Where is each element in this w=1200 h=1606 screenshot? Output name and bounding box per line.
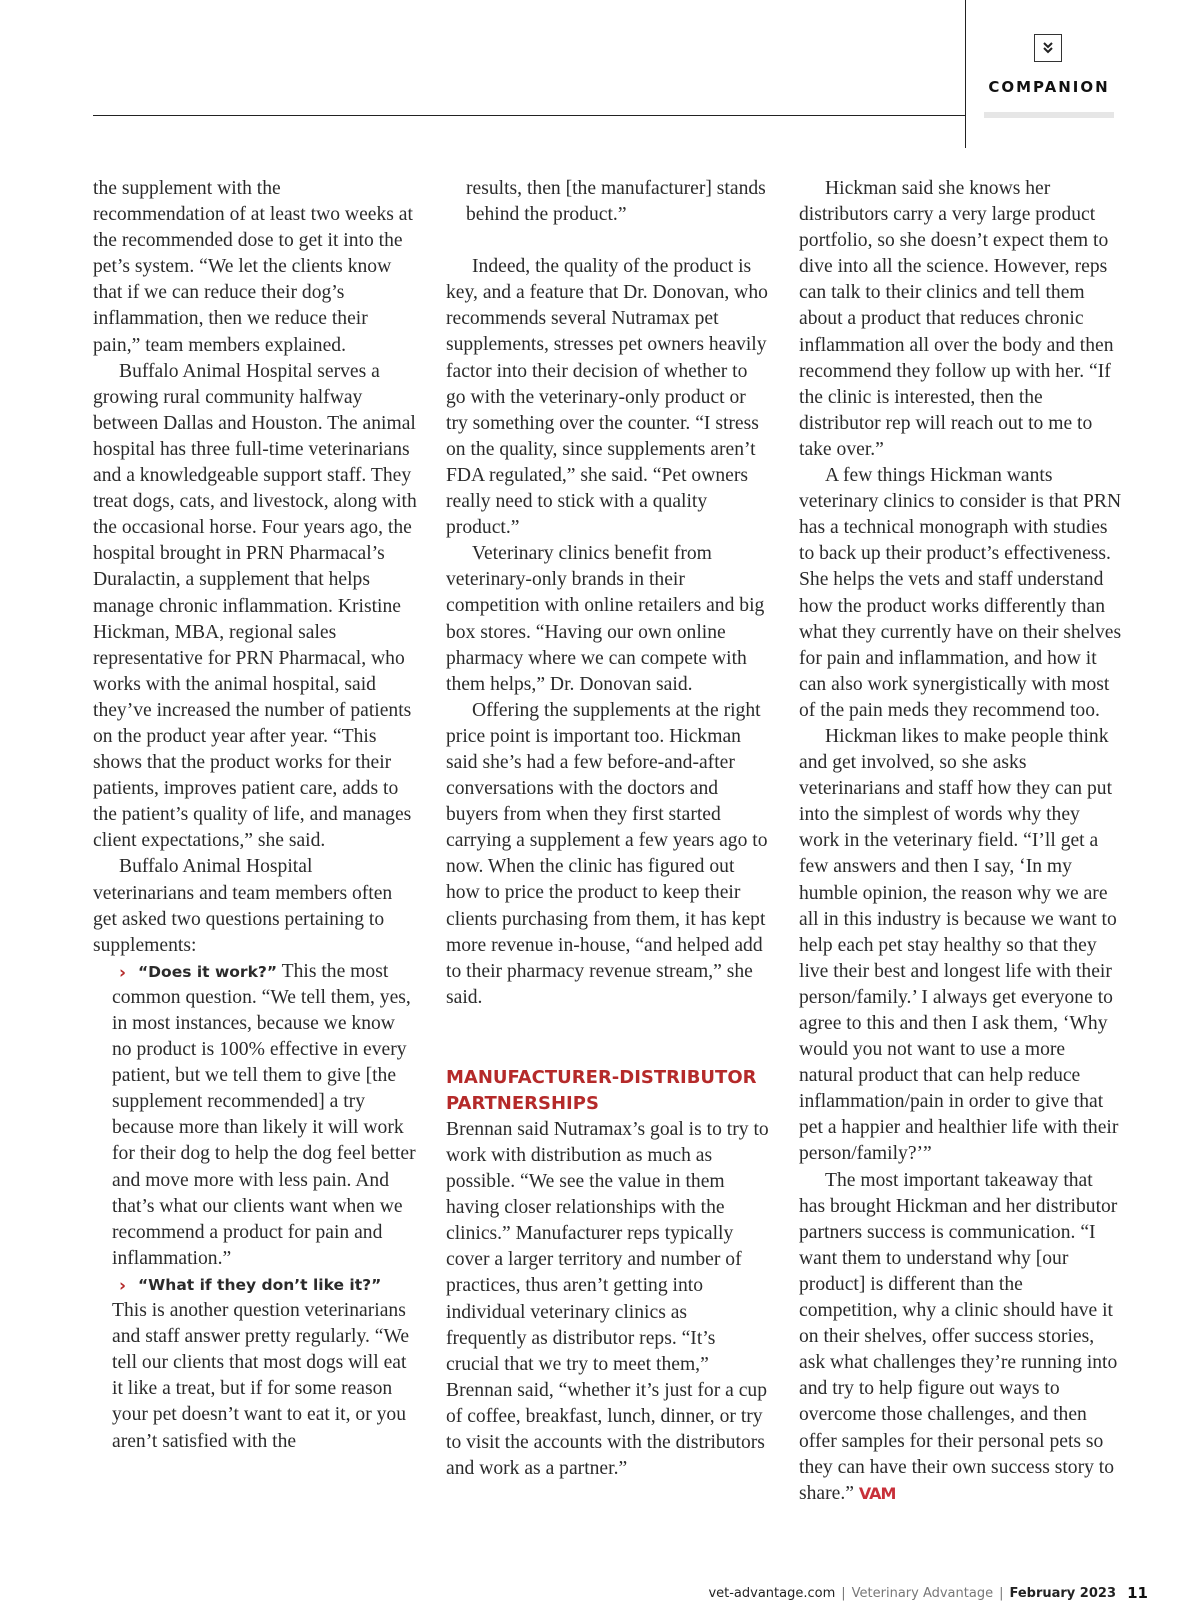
section-subhead: MANUFACTURER-DISTRIBUTOR PARTNERSHIPS — [446, 1066, 757, 1114]
paragraph: Hickman said she knows her distributors carry a very large product portfolio, so she doesn’t expect them to dive into all the science. However, reps can talk to their clinics and tell them about a product that reduces chronic inflammation all over the body and then recommend they follow up with her. “If the clinic is interested, then the distributor rep will reach out to me to take over.” — [799, 178, 1114, 460]
paragraph — [799, 1168, 1123, 1507]
chevron-double-down-icon — [1034, 34, 1062, 62]
footer-website: vet-advantage.com — [708, 1586, 836, 1601]
bullet-text: This is another question veterinarians and staff answer pretty regularly. “We tell our clients that most dogs will eat it like a treat, but if for some reason your pet doesn’t want to eat it, or you aren’t satisfied with the — [112, 1300, 410, 1452]
article-column-2 — [446, 176, 770, 1482]
bullet-item — [93, 1272, 417, 1455]
page-footer: vet-advantage.com | Veterinary Advantage | February 2023 — [708, 1586, 1116, 1601]
section-label: COMPANION — [988, 78, 1110, 96]
footer-publication: Veterinary Advantage — [851, 1586, 994, 1601]
quote-continuation: results, then [the manufacturer] stands behind the product.” — [466, 178, 766, 226]
article-column-3 — [799, 176, 1123, 1507]
bullet-text: This the most common question. “We tell them, yes, in most instances, because we know no product is 100% effective in every patient, but we tell them to give [the supplement recommended] a try because more than likely it will work for their dog to help the dog feel better and move more with less pain. And that’s what our clients want when we recommend a product for pain and inflammation.” — [112, 960, 416, 1269]
paragraph: Brennan said Nutramax’s goal is to try to work with distribution as much as possible. “We see the value in them having closer relationships with the clinics.” Manufacturer reps typically cover a larger territory and number of practices, thus aren’t getting into individual veterinary clinics as frequently as distributor reps. “It’s crucial that we try to meet them,” Brennan said, “whether it’s just for a cup of coffee, breakfast, lunch, dinner, or try to visit the accounts with the distributors and work as a partner.” — [446, 1118, 769, 1480]
bullet-lead: “What if they don’t like it?” — [138, 1275, 382, 1294]
paragraph: the supplement with the recommendation of at least two weeks at the recommended dose to get it into the pet’s system. “We let the clients know that if we can reduce their dog’s inflammation, then we reduce their pain,” team members explained. — [93, 178, 413, 356]
paragraph: Indeed, the quality of the product is key, and a feature that Dr. Donovan, who recommends several Nutramax pet supplements, stresses pet owners heavily factor into their decision of whether to go with the veterinary-only product or try something over the counter. “I stress on the quality, since supplements aren’t FDA regulated,” she said. “Pet owners really need to stick with a quality product.” — [446, 256, 768, 539]
paragraph-text: The most important takeaway that has brought Hickman and her distributor partners success is communication. “I want them to understand why [our product] is different than the competition, why a clinic should have it on their shelves, offer success stories, ask what challenges they’re running into and try to help figure out ways to overcome those challenges, and then offer samples for their personal pets so they can have their own success story to share.” — [799, 1169, 1118, 1504]
bullet-item — [93, 959, 417, 1272]
paragraph: Buffalo Animal Hospital veterinarians and team members often get asked two questions pertaining to supplements: — [93, 856, 393, 956]
chevron-right-icon: › — [119, 962, 127, 983]
section-label-bar — [984, 112, 1114, 118]
paragraph: Buffalo Animal Hospital serves a growing rural community halfway between Dallas and Houston. The animal hospital has three full-time veterinarians and a knowledgeable support staff. They treat dogs, cats, and livestock, along with the occasional horse. Four years ago, the hospital brought in PRN Pharmacal’s Duralactin, a supplement that helps manage chronic inflammation. Kristine Hickman, MBA, regional sales representative for PRN Pharmacal, who works with the animal hospital, said they’ve increased the number of patients on the product year after year. “This shows that the product works for their patients, improves patient care, adds to the patient’s quality of life, and manages client expectations,” she said. — [93, 360, 417, 852]
paragraph: Veterinary clinics benefit from veterinary-only brands in their competition with online retailers and big box stores. “Having our own online pharmacy where we can compete with them helps,” Dr. Donovan said. — [446, 543, 765, 695]
paragraph: Offering the supplements at the right price point is important too. Hickman said she’s had a few before-and-after conversations with the doctors and buyers from when they first started carrying a supplement a few years ago to now. When the clinic has figured out how to price the product to keep their clients purchasing from them, it has kept more revenue in-house, “and helped add to their pharmacy revenue stream,” she said. — [446, 699, 768, 1008]
paragraph: Hickman likes to make people think and get involved, so she asks veterinarians and staff how they can put into the simplest of words why they work in the veterinary field. “I’ll get a few answers and then I say, ‘In my humble opinion, the reason why we are all in this industry is because we want to help each pet stay healthy so that they live their best and longest life with their person/family.’ I always get everyone to agree to this and then I ask them, ‘Why would you not want to use a more natural product that can help reduce inflammation/pain in order to give that pet a happier and healthier life with their person/family?’” — [799, 725, 1119, 1165]
chevron-right-icon: › — [119, 1275, 127, 1296]
header-rule — [93, 115, 965, 116]
page-number: 11 — [1127, 1584, 1148, 1602]
article-column-1 — [93, 176, 417, 1455]
bullet-lead: “Does it work?” — [138, 962, 278, 981]
paragraph: A few things Hickman wants veterinary clinics to consider is that PRN has a technical monograph with studies to back up their product’s effectiveness. She helps the vets and staff understand how the product works differently than what they currently have on their shelves for pain and inflammation, and how it can also work synergistically with most of the pain meds they recommend too. — [799, 465, 1122, 721]
footer-issue: February 2023 — [1009, 1586, 1116, 1601]
header-divider — [965, 0, 966, 148]
end-mark-logo: VAM — [858, 1483, 896, 1503]
